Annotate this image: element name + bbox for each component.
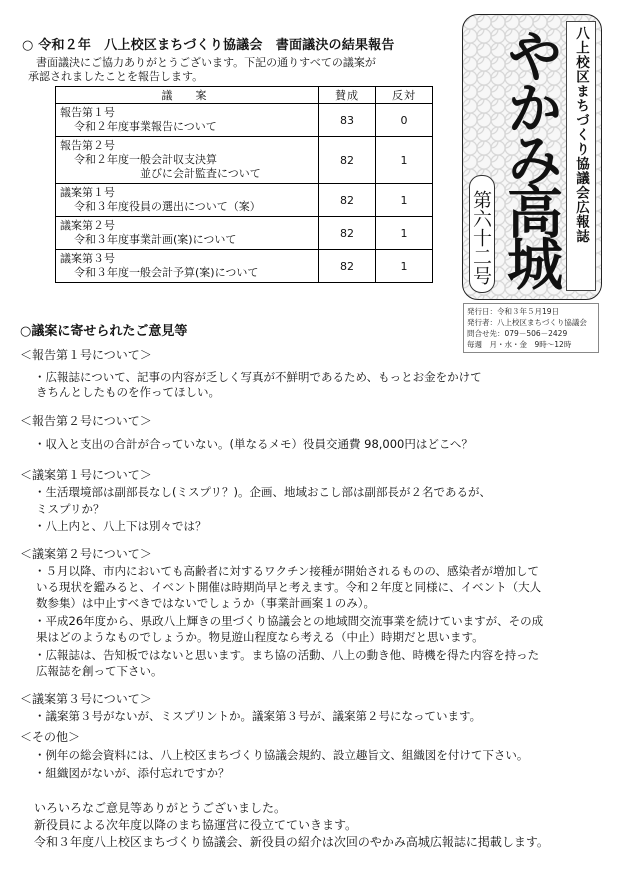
opinion-line: ・平成26年度から、県政八上輝きの里づくり協議会との地域間交流事業を続けていますが、その成 xyxy=(34,614,544,628)
agenda-item xyxy=(56,104,319,137)
publisher: 発行者：八上校区まちづくり協議会 xyxy=(467,318,587,327)
table-row xyxy=(56,137,433,184)
table-row xyxy=(56,250,433,283)
opinions-title: ○議案に寄せられたご意見等 xyxy=(20,324,188,339)
office-hours: 毎週 月・水・金 9時～12時 xyxy=(467,340,572,349)
agenda-item xyxy=(56,217,319,250)
opinion-line: ・八上内と、八上下は別々では？ xyxy=(34,519,207,533)
section-heading: ＜議案第１号について＞ xyxy=(20,468,152,482)
agenda-subject: 令和３年度一般会計予算(案)について xyxy=(74,266,259,279)
opinion-line: 数参集）は中止すべきではないでしょうか（事業計画案１のみ）。 xyxy=(36,596,376,610)
opinion-line: ミスプリか？ xyxy=(36,502,105,516)
yes-count: 82 xyxy=(319,217,376,250)
table-header-row xyxy=(56,87,433,104)
no-count: 1 xyxy=(376,250,433,283)
no-count: 1 xyxy=(376,137,433,184)
contact-phone: 問合せ先：079－506－2429 xyxy=(467,329,568,338)
agenda-subject: 令和３年度事業計画(案)について xyxy=(74,233,237,246)
table-row xyxy=(56,217,433,250)
yes-count: 82 xyxy=(319,250,376,283)
section-heading: ＜報告第２号について＞ xyxy=(20,414,152,428)
masthead-subtitle: 八上校区まちづくり協議会広報誌 xyxy=(566,21,596,291)
opinion-line: ・収入と支出の合計が合っていない。(単なるメモ）役員交通費 98,000円はどこへ？ xyxy=(34,437,473,451)
closing-line: いろいろなご意見等ありがとうございました。 xyxy=(34,801,287,815)
agenda-item xyxy=(56,137,319,184)
opinion-line: 広報誌を創って下さい。 xyxy=(36,664,163,678)
agenda-subject: 令和３年度役員の選出について（案） xyxy=(74,200,261,213)
intro-line-2: 承認されましたことを報告します。 xyxy=(28,70,204,83)
agenda-number: 議案第１号 xyxy=(60,186,115,199)
no-count: 1 xyxy=(376,184,433,217)
masthead-title: やかみ高城 xyxy=(498,27,564,287)
agenda-number: 報告第１号 xyxy=(60,106,115,119)
opinion-line: ・議案第３号がないが、ミスプリントか。議案第３号が、議案第２号になっています。 xyxy=(34,709,482,723)
opinion-line: ・例年の総会資料には、八上校区まちづくり協議会規約、設立趣旨文、組織図を付けて下さい。 xyxy=(34,748,529,762)
agenda-subject-cont: 並びに会計監査について xyxy=(140,167,261,180)
opinion-line: ・広報誌は、告知板ではないと思います。まち協の活動、八上の動き他、時機を得た内容を持った xyxy=(34,648,540,662)
publish-date: 発行日：令和３年５月19日 xyxy=(467,307,560,316)
opinion-line: 果はどのようなものでしょうか。物見遊山程度なら考える（中止）時期だと思います。 xyxy=(36,630,484,644)
column-header-no: 反対 xyxy=(376,87,433,104)
agenda-number: 報告第２号 xyxy=(60,139,115,152)
table-row xyxy=(56,104,433,137)
no-count: 1 xyxy=(376,217,433,250)
publication-info xyxy=(463,303,599,353)
opinion-line: きちんとしたものを作ってほしい。 xyxy=(36,385,220,399)
opinion-line: ・５月以降、市内においても高齢者に対するワクチン接種が開始されるものの、感染者が増加して xyxy=(34,564,539,578)
agenda-item xyxy=(56,250,319,283)
no-count: 0 xyxy=(376,104,433,137)
agenda-item xyxy=(56,184,319,217)
intro-line-1: 書面議決にご協力ありがとうございます。下記の通りすべての議案が xyxy=(36,56,376,69)
yes-count: 83 xyxy=(319,104,376,137)
opinion-line: ・広報誌について、記事の内容が乏しく写真が不鮮明であるため、もっとお金をかけて xyxy=(34,370,482,384)
agenda-subject: 令和２年度事業報告について xyxy=(74,120,217,133)
table-row xyxy=(56,184,433,217)
yes-count: 82 xyxy=(319,184,376,217)
vote-results-table xyxy=(55,86,433,283)
section-heading: ＜議案第２号について＞ xyxy=(20,547,152,561)
section-heading: ＜その他＞ xyxy=(20,730,81,744)
closing-line: 令和３年度八上校区まちづくり協議会、新役員の紹介は次回のやかみ高城広報誌に掲載します。 xyxy=(34,835,549,849)
agenda-number: 議案第２号 xyxy=(60,219,115,232)
issue-number: 第六十二号 xyxy=(469,175,495,293)
opinion-line: いる現状を鑑みると、イベント開催は時期尚早と考えます。令和２年度と同様に、イベント（大人 xyxy=(36,580,542,594)
closing-line: 新役員による次年度以降のまち協運営に役立てていきます。 xyxy=(34,818,358,832)
masthead xyxy=(462,14,602,300)
opinion-line: ・生活環境部は副部長なし(ミスプリ？)。企画、地域おこし部は副部長が２名であるが、 xyxy=(34,485,492,499)
opinion-line: ・組織図がないが、添付忘れですか？ xyxy=(34,766,230,780)
section-heading: ＜議案第３号について＞ xyxy=(20,692,152,706)
column-header-yes: 賛成 xyxy=(319,87,376,104)
column-header-item: 議 案 xyxy=(56,87,319,104)
section-heading: ＜報告第１号について＞ xyxy=(20,348,152,362)
agenda-subject: 令和２年度一般会計収支決算 xyxy=(74,153,217,166)
report-title: ○ 令和２年 八上校区まちづくり協議会 書面議決の結果報告 xyxy=(22,38,395,53)
yes-count: 82 xyxy=(319,137,376,184)
agenda-number: 議案第３号 xyxy=(60,252,115,265)
